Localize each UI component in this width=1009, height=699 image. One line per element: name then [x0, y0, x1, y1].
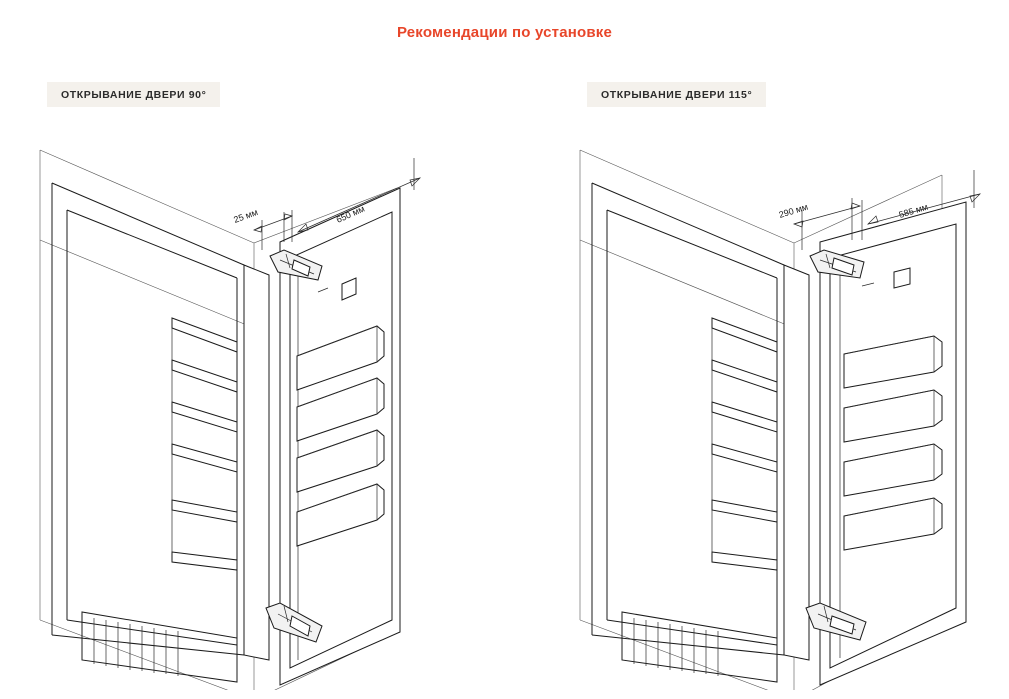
dimension-door-depth-90: 650 мм [334, 203, 367, 225]
page-title: Рекомендации по установке [396, 24, 613, 41]
fridge-drawing-90 [22, 60, 492, 690]
diagram-panel-door-115 [562, 60, 1009, 690]
dimension-gap-90: 25 мм [232, 206, 260, 225]
panel-label-door-115: ОТКРЫВАНИЕ ДВЕРИ 115° [587, 82, 766, 107]
dimension-gap-115: 290 мм [777, 201, 810, 220]
fridge-drawing-115 [562, 60, 1009, 690]
diagram-panel-door-90 [22, 60, 492, 690]
panel-label-door-90: ОТКРЫВАНИЕ ДВЕРИ 90° [47, 82, 220, 107]
dimension-door-depth-115: 585 мм [897, 201, 930, 220]
